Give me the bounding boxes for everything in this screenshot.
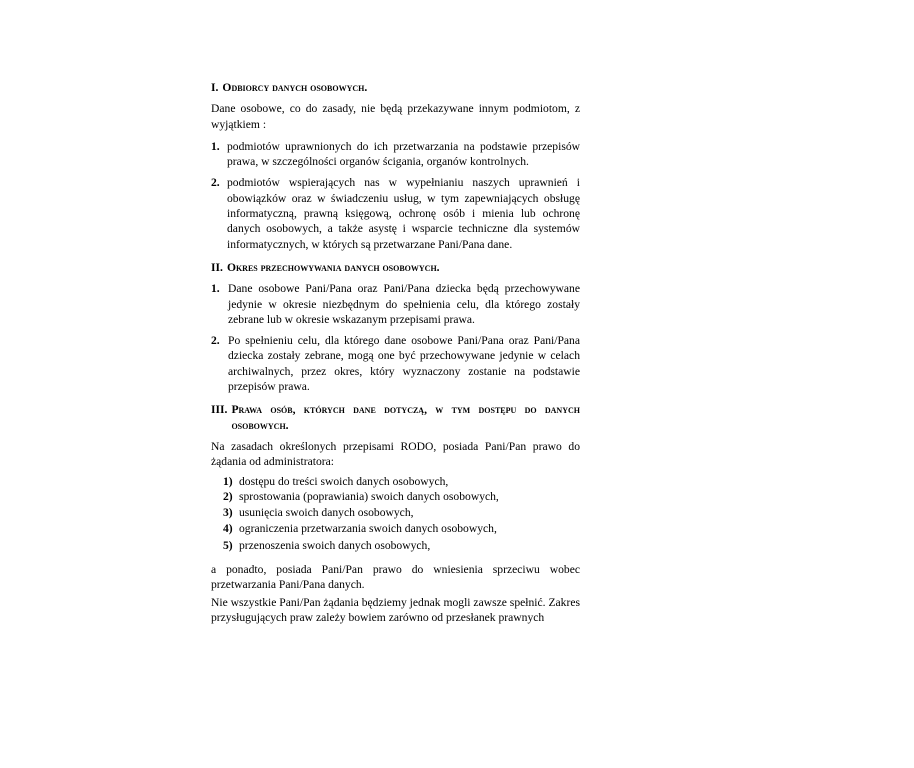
section-intro: Na zasadach określonych przepisami RODO, posiada Pani/Pan prawo do żądania od administratora:	[211, 439, 580, 469]
rights-list	[211, 474, 580, 554]
list-item: 4) ograniczenia przetwarzania swoich danych osobowych,	[223, 521, 497, 535]
list-item: 2) sprostowania (poprawiania) swoich danych osobowych,	[223, 490, 499, 504]
list-item: 5) przenoszenia swoich danych osobowych,	[223, 539, 431, 553]
list-item: 2. Po spełnieniu celu, dla którego dane osobowe Pani/Pana oraz Pani/Pana dziecka zostały zebrane, mogą one być przechowywane jedynie w celach archiwalnych, przez okres, który wyznaczony zostanie na podstawie przepisów prawa.	[211, 334, 580, 394]
list-item: 1. podmiotów uprawnionych do ich przetwarzania na podstawie przepisów prawa, w szczególności organów ścigania, organów kontrolnych.	[211, 139, 580, 169]
list-item: 2. podmiotów wspierających nas w wypełnianiu naszych uprawnień i obowiązków oraz w świadczeniu usług, w tym zapewniających obsługę informatyczną, prawną księgową, ochronę osób i mienia lub ochronę danych osobowych, a także asystę i wsparcie techniczne dla systemów informatycznych, w których są przetwarzane Pani/Pana dane.	[211, 176, 580, 251]
document-column	[211, 80, 580, 632]
section-heading-recipients: I. Odbiorcy danych osobowych.	[211, 81, 368, 94]
closing-paragraph: Nie wszystkie Pani/Pan żądania będziemy jednak mogli zawsze spełnić. Zakres przysługujących praw zależy bowiem zarówno od przesłanek prawnych	[211, 596, 580, 625]
retention-list	[211, 281, 580, 394]
list-item: 1) dostępu do treści swoich danych osobowych,	[223, 474, 449, 488]
recipients-list	[211, 139, 580, 252]
rights-objection-paragraph: a ponadto, posiada Pani/Pan prawo do wniesienia sprzeciwu wobec przetwarzania Pani/Pana danych.	[211, 562, 580, 591]
section-heading-retention: II. Okres przechowywania danych osobowych.	[211, 260, 440, 274]
section-intro: Dane osobowe, co do zasady, nie będą przekazywane innym podmiotom, z wyjątkiem :	[211, 102, 580, 131]
list-item: 3) usunięcia swoich danych osobowych,	[223, 506, 414, 520]
section-heading-rights: III. Prawa osób, których dane dotyczą, w tym dostępu do danych osobowych.	[211, 403, 580, 432]
list-item: 1. Dane osobowe Pani/Pana oraz Pani/Pana dziecka będą przechowywane jedynie w okresie niezbędnym do spełnienia celu, dla którego zostały zebrane lub w okresie wskazanym przepisami prawa.	[211, 282, 580, 326]
